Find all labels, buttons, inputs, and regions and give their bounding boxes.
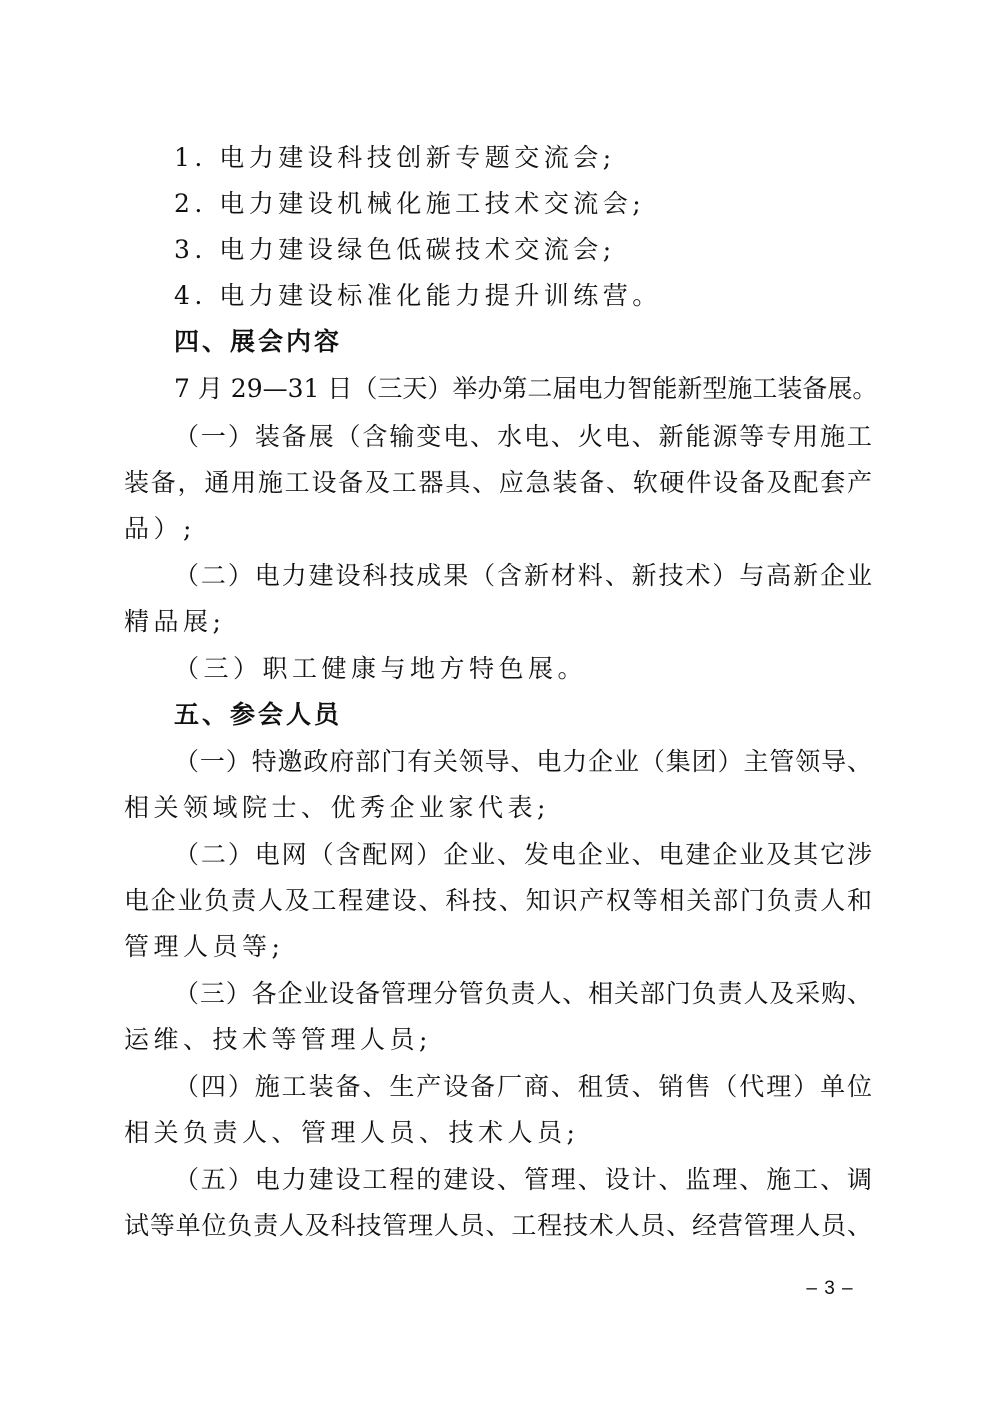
paragraph-line: （三）各企业设备管理分管负责人、相关部门负责人及采购、 <box>174 979 872 1008</box>
paragraph-line: 精品展; <box>124 607 226 636</box>
paragraph-line: （四）施工装备、生产设备厂商、租赁、销售（代理）单位 <box>174 1072 872 1101</box>
paragraph-line: （二）电网（含配网）企业、发电企业、电建企业及其它涉 <box>174 840 872 869</box>
list-item-3: 3. 电力建设绿色低碳技术交流会; <box>174 235 616 264</box>
paragraph-line: 电企业负责人及工程建设、科技、知识产权等相关部门负责人和 <box>124 886 872 915</box>
section-heading-5: 五、参会人员 <box>174 700 343 729</box>
paragraph-line: （二）电力建设科技成果（含新材料、新技术）与高新企业 <box>174 561 872 590</box>
paragraph-line: 相关负责人、管理人员、技术人员; <box>124 1118 580 1147</box>
paragraph-line: 试等单位负责人及科技管理人员、工程技术人员、经营管理人员、 <box>124 1211 872 1240</box>
paragraph-line: （三）职工健康与地方特色展。 <box>174 654 588 683</box>
paragraph-line: 7 月 29—31 日（三天）举办第二届电力智能新型施工装备展。 <box>174 374 878 403</box>
list-item-4: 4. 电力建设标准化能力提升训练营。 <box>174 281 662 310</box>
section-heading-4: 四、展会内容 <box>174 327 343 356</box>
list-item-2: 2. 电力建设机械化施工技术交流会; <box>174 189 646 218</box>
paragraph-line: 管理人员等; <box>124 932 285 961</box>
paragraph-line: 品）; <box>124 514 196 543</box>
list-item-1: 1. 电力建设科技创新专题交流会; <box>174 143 616 172</box>
paragraph-line: （一）装备展（含输变电、水电、火电、新能源等专用施工 <box>174 422 872 451</box>
page-number: – 3 – <box>806 1278 854 1299</box>
paragraph-line: 运维、技术等管理人员; <box>124 1025 432 1054</box>
paragraph-line: 装备，通用施工设备及工器具、应急装备、软硬件设备及配套产 <box>124 468 872 497</box>
paragraph-line: 相关领域院士、优秀企业家代表; <box>124 793 550 822</box>
paragraph-line: （一）特邀政府部门有关领导、电力企业（集团）主管领导、 <box>174 747 872 776</box>
paragraph-line: （五）电力建设工程的建设、管理、设计、监理、施工、调 <box>174 1165 872 1194</box>
